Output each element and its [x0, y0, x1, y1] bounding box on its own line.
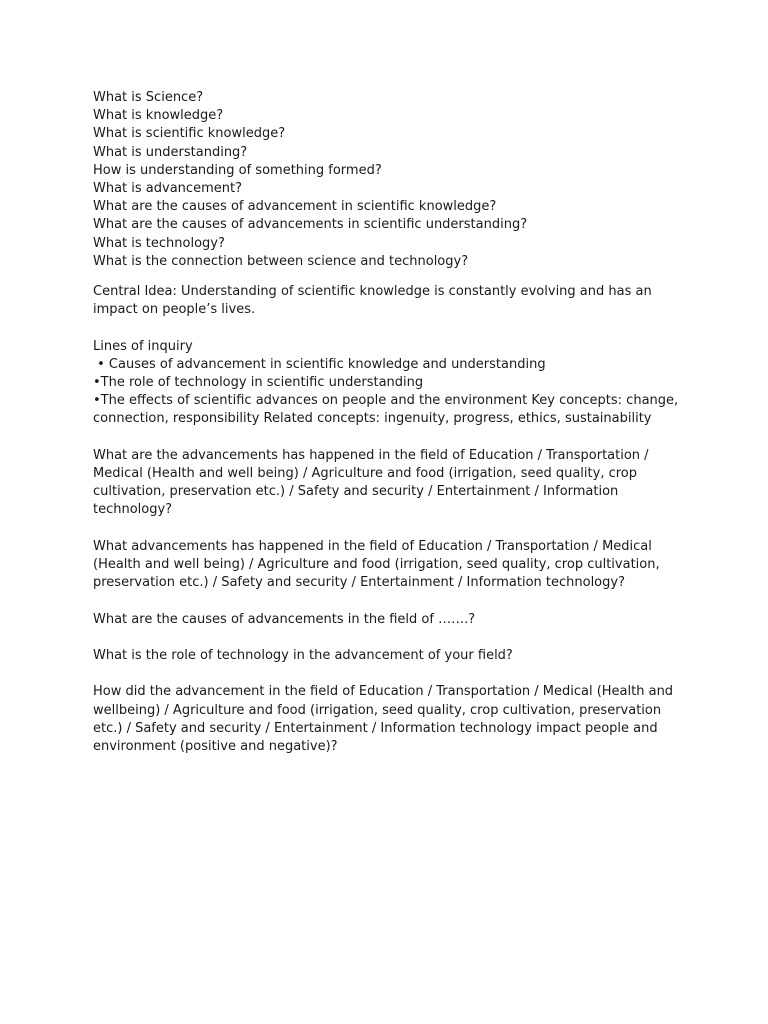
question-line: What is technology? — [93, 235, 225, 251]
paragraph-advancements-happened — [93, 538, 693, 593]
question-list — [93, 89, 693, 271]
inquiry-item: •The effects of scientific advances on people and the environment Key concepts: change, — [93, 393, 679, 409]
question-line: What is knowledge? — [93, 108, 224, 124]
central-idea — [93, 283, 693, 319]
question-line: How is understanding of something formed? — [93, 162, 382, 178]
paragraph-line: (Health and well being) / Agriculture and food (irrigation, seed quality, crop cultivation, — [93, 557, 660, 573]
inquiry-item: • Causes of advancement in scientific knowledge and understanding — [93, 356, 546, 372]
question-line: What is Science? — [93, 90, 204, 105]
paragraph-line: Medical (Health and well being) / Agriculture and food (irrigation, seed quality, crop — [93, 466, 638, 482]
question-line: What is advancement? — [93, 181, 242, 197]
paragraph-impact — [93, 683, 693, 756]
paragraph-line: What are the advancements has happened in the field of Education / Transportation / — [93, 447, 649, 463]
lines-of-inquiry — [93, 338, 693, 429]
question-line: What are the causes of advancement in scientific knowledge? — [93, 199, 497, 215]
paragraph-role-of-technology: What is the role of technology in the advancement of your field? — [93, 648, 513, 664]
document-page — [93, 89, 693, 756]
question-line: What is scientific knowledge? — [93, 126, 286, 142]
lines-of-inquiry-heading: Lines of inquiry — [93, 338, 193, 354]
paragraph-advancements-question — [93, 447, 693, 520]
inquiry-item: connection, responsibility Related concepts: ingenuity, progress, ethics, sustainability — [93, 411, 652, 427]
paragraph-line: environment (positive and negative)? — [93, 739, 338, 755]
paragraph-line: How did the advancement in the field of Education / Transportation / Medical (Health and — [93, 684, 674, 700]
central-idea-line: impact on people’s lives. — [93, 302, 256, 318]
paragraph-line: cultivation, preservation etc.) / Safety and security / Entertainment / Information — [93, 484, 619, 500]
paragraph-line: wellbeing) / Agriculture and food (irrigation, seed quality, crop cultivation, preservation — [93, 702, 662, 718]
paragraph-line: technology? — [93, 502, 173, 518]
inquiry-item: •The role of technology in scientific understanding — [93, 375, 424, 391]
question-line: What is the connection between science and technology? — [93, 253, 469, 269]
question-line: What is understanding? — [93, 144, 248, 160]
paragraph-causes: What are the causes of advancements in the field of …….? — [93, 611, 476, 627]
paragraph-line: preservation etc.) / Safety and security / Entertainment / Information technology? — [93, 575, 625, 591]
central-idea-line: Central Idea: Understanding of scientific knowledge is constantly evolving and has an — [93, 284, 652, 300]
question-line: What are the causes of advancements in scientific understanding? — [93, 217, 528, 233]
paragraph-line: etc.) / Safety and security / Entertainment / Information technology impact people and — [93, 720, 658, 736]
paragraph-line: What advancements has happened in the field of Education / Transportation / Medical — [93, 538, 652, 554]
